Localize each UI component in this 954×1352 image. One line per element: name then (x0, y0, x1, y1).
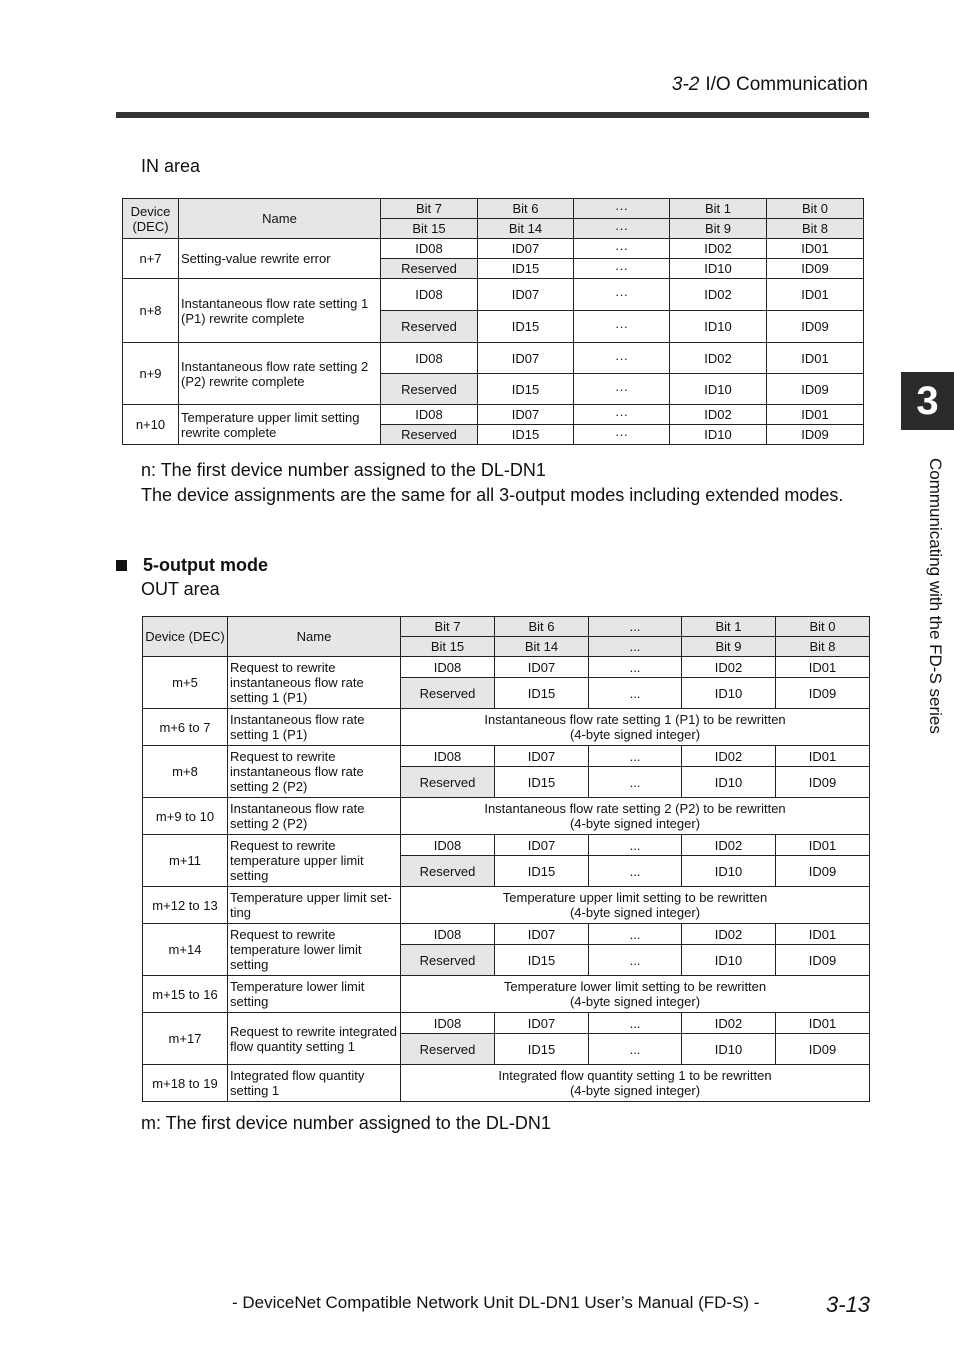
bit-cell: ID07 (478, 239, 574, 259)
bit-cell: ID09 (767, 311, 864, 343)
header-bit: ... (589, 637, 682, 657)
name-cell: Instantaneous flow rate setting 2 (P2) (228, 798, 401, 835)
bit-cell: ID07 (495, 924, 589, 945)
bit-cell: Reserved (381, 425, 478, 445)
bit-cell: ID02 (670, 239, 767, 259)
table-row (123, 343, 864, 374)
value-description: Instantaneous flow rate setting 1 (P1) to be rewritten (484, 712, 786, 727)
bit-cell: ID15 (495, 1034, 589, 1065)
bit-cell: ID01 (767, 405, 864, 425)
header-bit: Bit 0 (767, 199, 864, 219)
bit-cell: ID07 (478, 343, 574, 374)
bit-cell: ... (589, 835, 682, 856)
name-cell: Setting-value rewrite error (179, 239, 381, 279)
bit-cell: Reserved (401, 1034, 495, 1065)
bit-cell: ID08 (401, 657, 495, 678)
bit-cell: ID02 (682, 657, 776, 678)
header-device: Device (DEC) (143, 617, 228, 657)
bit-cell: ID10 (682, 678, 776, 709)
table-row (143, 835, 870, 856)
bit-cell: Reserved (381, 311, 478, 343)
page-header (672, 74, 868, 96)
bit-cell: ... (589, 678, 682, 709)
bit-cell: Reserved (401, 945, 495, 976)
header-bit: Bit 9 (682, 637, 776, 657)
bit-cell: ID07 (495, 1013, 589, 1034)
bit-cell: Reserved (381, 374, 478, 405)
bit-cell: Reserved (401, 678, 495, 709)
value-description: Instantaneous flow rate setting 2 (P2) to be rewritten (484, 801, 786, 816)
name-cell: Temperature lower limit setting (228, 976, 401, 1013)
device-cell: m+9 to 10 (143, 798, 228, 835)
in-area-assignment-note: The device assignments are the same for all 3-output modes including extended modes. (141, 485, 844, 505)
bit-cell: ID15 (478, 374, 574, 405)
bit-cell: ID01 (767, 343, 864, 374)
value-description-cell (401, 976, 870, 1013)
bit-cell: ... (589, 1013, 682, 1034)
table-row (143, 1013, 870, 1034)
bit-cell: ID10 (670, 425, 767, 445)
table-row (143, 746, 870, 767)
bit-cell: ID01 (776, 657, 870, 678)
table-row (143, 1065, 870, 1102)
bit-cell: ID01 (776, 924, 870, 945)
bit-cell: ID08 (401, 835, 495, 856)
bit-cell: ··· (574, 311, 670, 343)
device-cell: m+8 (143, 746, 228, 798)
device-cell: n+7 (123, 239, 179, 279)
bit-cell: ··· (574, 279, 670, 311)
output-mode-heading (116, 555, 268, 576)
bit-cell: ID10 (682, 945, 776, 976)
bit-cell: ID08 (401, 924, 495, 945)
device-cell: m+18 to 19 (143, 1065, 228, 1102)
name-cell: Request to rewrite instantaneous flow rate setting 1 (P1) (228, 657, 401, 709)
device-cell: m+17 (143, 1013, 228, 1065)
bit-cell: ID01 (776, 746, 870, 767)
page-number: 3-13 (825, 1292, 870, 1317)
bit-cell: ID07 (495, 657, 589, 678)
value-type: (4-byte signed integer) (569, 727, 701, 742)
bit-cell: ID10 (682, 856, 776, 887)
bit-cell: Reserved (401, 856, 495, 887)
name-cell: Instantaneous flow rate setting 1 (P1) (228, 709, 401, 746)
value-description: Temperature upper limit setting to be rewritten (502, 890, 768, 905)
chapter-title-vertical: Communicating with the FD-S series (926, 458, 945, 734)
header-bit: Bit 14 (495, 637, 589, 657)
value-description-cell (401, 709, 870, 746)
bit-cell: ID01 (767, 239, 864, 259)
device-cell: m+15 to 16 (143, 976, 228, 1013)
section-number: 3-2 (671, 74, 700, 95)
header-bit: Bit 9 (670, 219, 767, 239)
bit-cell: ID10 (670, 311, 767, 343)
name-cell: Instantaneous flow rate setting 1 (P1) rewrite complete (179, 279, 381, 343)
name-cell: Request to rewrite instantaneous flow rate setting 2 (P2) (228, 746, 401, 798)
bit-cell: ID07 (478, 279, 574, 311)
bit-cell: ID08 (381, 279, 478, 311)
bit-cell: ID02 (682, 835, 776, 856)
bit-cell: ID09 (776, 767, 870, 798)
output-mode-title: 5-output mode (143, 555, 268, 575)
name-cell: Temperature upper limit set-ting (228, 887, 401, 924)
bit-cell: ID01 (776, 835, 870, 856)
bit-cell: ... (589, 924, 682, 945)
bit-cell: ID08 (401, 746, 495, 767)
bit-cell: ID10 (682, 767, 776, 798)
value-description-cell (401, 887, 870, 924)
name-cell: Instantaneous flow rate setting 2 (P2) rewrite complete (179, 343, 381, 405)
bit-cell: ··· (574, 425, 670, 445)
header-name: Name (228, 617, 401, 657)
header-bit: Bit 0 (776, 617, 870, 637)
header-bit: Bit 15 (401, 637, 495, 657)
table-row (123, 279, 864, 311)
bit-cell: ... (589, 767, 682, 798)
value-type: (4-byte signed integer) (569, 905, 701, 920)
bit-cell: ID09 (767, 425, 864, 445)
value-type: (4-byte signed integer) (569, 994, 701, 1009)
bit-cell: ... (589, 856, 682, 887)
bit-cell: ID02 (682, 746, 776, 767)
in-area-table (122, 198, 864, 445)
header-bit: ... (589, 617, 682, 637)
bit-cell: ID09 (767, 374, 864, 405)
bit-cell: ID02 (670, 405, 767, 425)
chapter-tab: 3 (901, 372, 954, 430)
bit-cell: ID15 (495, 767, 589, 798)
bit-cell: ID07 (495, 746, 589, 767)
header-bit: Bit 6 (495, 617, 589, 637)
device-cell: m+11 (143, 835, 228, 887)
bit-cell: ID09 (776, 1034, 870, 1065)
bit-cell: Reserved (401, 767, 495, 798)
device-cell: n+8 (123, 279, 179, 343)
bit-cell: ID10 (682, 1034, 776, 1065)
bit-cell: ID07 (478, 405, 574, 425)
bit-cell: ID08 (401, 1013, 495, 1034)
header-bit: Bit 8 (767, 219, 864, 239)
table-row (143, 798, 870, 835)
bit-cell: ··· (574, 405, 670, 425)
bit-cell: ID10 (670, 259, 767, 279)
out-area-label: OUT area (141, 579, 220, 599)
bit-cell: ID02 (670, 279, 767, 311)
bit-cell: ... (589, 945, 682, 976)
bit-cell: ID07 (495, 835, 589, 856)
bit-cell: ID15 (478, 259, 574, 279)
in-area-note: n: The first device number assigned to the DL-DN1 (141, 460, 546, 480)
bit-cell: Reserved (381, 259, 478, 279)
name-cell: Request to rewrite temperature upper limit setting (228, 835, 401, 887)
out-area-note: m: The first device number assigned to the DL-DN1 (141, 1113, 551, 1133)
header-bit: Bit 6 (478, 199, 574, 219)
bit-cell: ··· (574, 343, 670, 374)
bit-cell: ID15 (478, 311, 574, 343)
header-bit: Bit 7 (381, 199, 478, 219)
device-cell: n+10 (123, 405, 179, 445)
header-bit: Bit 15 (381, 219, 478, 239)
bit-cell: ID08 (381, 343, 478, 374)
header-name: Name (179, 199, 381, 239)
table-row (143, 709, 870, 746)
value-description: Temperature lower limit setting to be rewritten (503, 979, 767, 994)
header-bit: Bit 14 (478, 219, 574, 239)
header-bit: Bit 8 (776, 637, 870, 657)
table-row (143, 976, 870, 1013)
bit-cell: ... (589, 657, 682, 678)
device-cell: m+6 to 7 (143, 709, 228, 746)
table-row (143, 887, 870, 924)
device-cell: m+14 (143, 924, 228, 976)
table-row (143, 657, 870, 678)
bit-cell: ID10 (670, 374, 767, 405)
value-description-cell (401, 798, 870, 835)
square-bullet-icon (116, 560, 127, 571)
in-area-label: IN area (141, 156, 201, 176)
table-row (123, 405, 864, 425)
header-bit: Bit 1 (670, 199, 767, 219)
value-type: (4-byte signed integer) (569, 1083, 701, 1098)
name-cell: Integrated flow quantity setting 1 (228, 1065, 401, 1102)
name-cell: Request to rewrite temperature lower limit setting (228, 924, 401, 976)
footer-manual-title: - DeviceNet Compatible Network Unit DL-DN1 User’s Manual (FD-S) - (232, 1293, 760, 1312)
table-row (123, 239, 864, 259)
bit-cell: ID08 (381, 239, 478, 259)
header-bit: ··· (574, 199, 670, 219)
header-bit: Bit 7 (401, 617, 495, 637)
device-cell: n+9 (123, 343, 179, 405)
header-rule (116, 112, 869, 118)
bit-cell: ID09 (776, 678, 870, 709)
bit-cell: ... (589, 1034, 682, 1065)
header-bit: ··· (574, 219, 670, 239)
header-bit: Bit 1 (682, 617, 776, 637)
bit-cell: ID09 (776, 945, 870, 976)
section-title: I/O Communication (705, 74, 868, 95)
bit-cell: ··· (574, 374, 670, 405)
header-device: Device (DEC) (123, 199, 179, 239)
name-cell: Request to rewrite integrated flow quantity setting 1 (228, 1013, 401, 1065)
bit-cell: ID15 (495, 856, 589, 887)
bit-cell: ID02 (670, 343, 767, 374)
bit-cell: ··· (574, 259, 670, 279)
bit-cell: ID15 (495, 945, 589, 976)
out-area-table (142, 616, 870, 1102)
value-description: Integrated flow quantity setting 1 to be rewritten (498, 1068, 772, 1083)
bit-cell: ID01 (776, 1013, 870, 1034)
bit-cell: ID02 (682, 1013, 776, 1034)
device-cell: m+5 (143, 657, 228, 709)
name-cell: Temperature upper limit setting rewrite complete (179, 405, 381, 445)
table-row (143, 924, 870, 945)
bit-cell: ID15 (495, 678, 589, 709)
value-description-cell (401, 1065, 870, 1102)
bit-cell: ID08 (381, 405, 478, 425)
device-cell: m+12 to 13 (143, 887, 228, 924)
bit-cell: ID15 (478, 425, 574, 445)
bit-cell: ID02 (682, 924, 776, 945)
value-type: (4-byte signed integer) (569, 816, 701, 831)
bit-cell: ID01 (767, 279, 864, 311)
bit-cell: ... (589, 746, 682, 767)
bit-cell: ID09 (776, 856, 870, 887)
bit-cell: ID09 (767, 259, 864, 279)
bit-cell: ··· (574, 239, 670, 259)
